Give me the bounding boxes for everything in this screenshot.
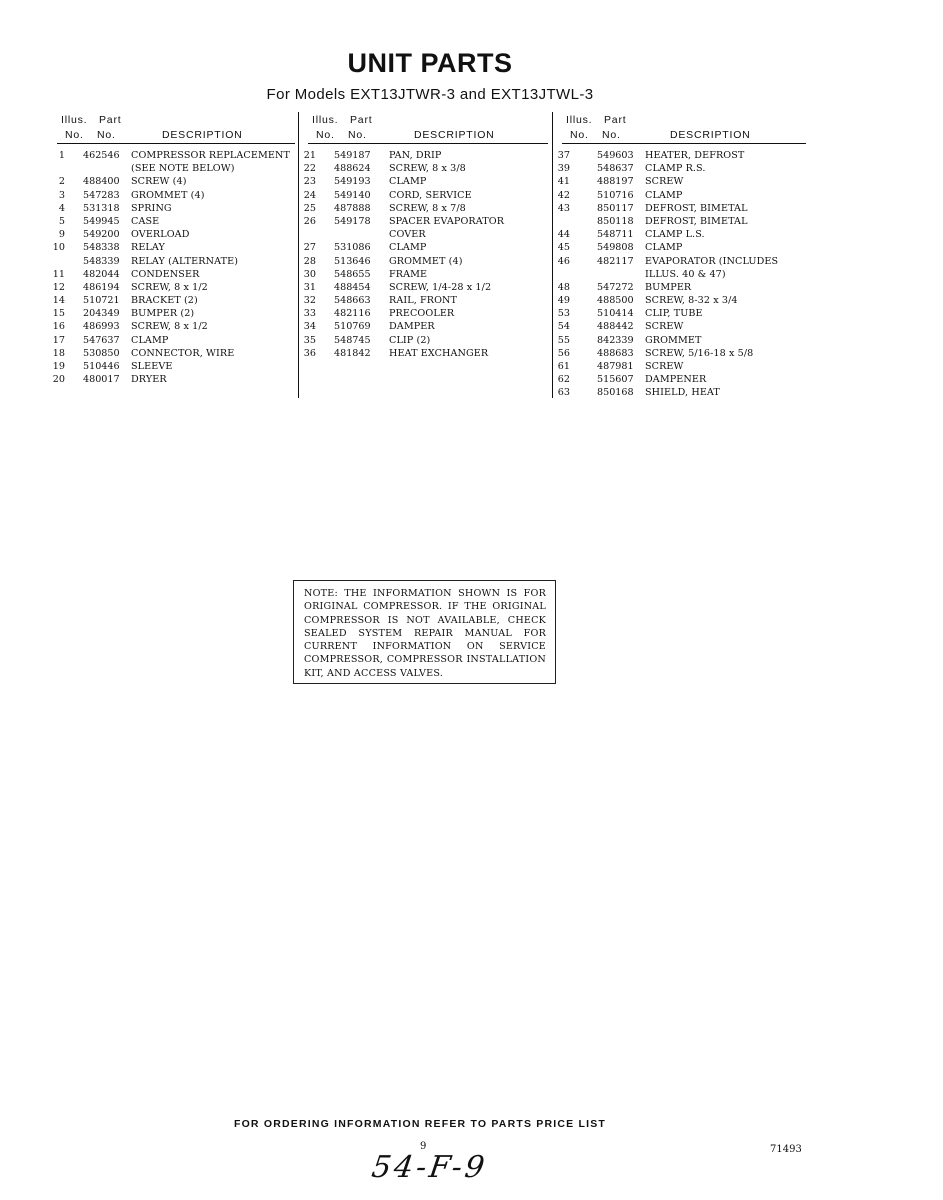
- illus-number: 10: [52, 242, 65, 254]
- part-number: 547637: [83, 334, 120, 346]
- part-number: 510446: [83, 361, 120, 372]
- part-description: GROMMET (4): [389, 255, 463, 267]
- illus-number: 44: [557, 229, 570, 241]
- table-row: [557, 242, 806, 255]
- part-description: CLAMP: [131, 334, 169, 346]
- illus-number: 14: [52, 295, 65, 307]
- column-divider: [298, 112, 299, 398]
- illus-label: Illus.: [61, 114, 88, 126]
- table-row: [557, 202, 806, 216]
- part-number: 482044: [83, 268, 120, 280]
- part-description: HEATER, DEFROST: [645, 150, 745, 161]
- part-description: PAN, DRIP: [389, 150, 442, 161]
- illus-number: 49: [557, 295, 570, 307]
- part-description: SCREW, 8 x 7/8: [389, 202, 466, 214]
- illus-number: 21: [303, 150, 316, 161]
- part-description: EVAPORATOR (INCLUDES: [645, 255, 779, 267]
- illus-number: 11: [52, 268, 65, 280]
- part-no-label: No.: [348, 129, 367, 141]
- part-number: 513646: [334, 255, 371, 267]
- table-row: [57, 216, 295, 229]
- illus-number: 34: [303, 321, 316, 333]
- illus-number: 30: [303, 268, 316, 280]
- part-number: 487888: [334, 202, 371, 214]
- illus-number: 48: [557, 281, 570, 293]
- part-number: 488197: [597, 176, 634, 188]
- illus-number: 42: [557, 189, 570, 201]
- table-row: [303, 321, 548, 334]
- part-description: SCREW, 8-32 x 3/4: [645, 295, 738, 307]
- part-no-label: No.: [602, 129, 621, 141]
- table-row: [557, 255, 806, 269]
- part-number: 548339: [83, 255, 120, 267]
- table-row: [557, 189, 806, 203]
- table-row: [557, 387, 806, 400]
- illus-number: 23: [303, 176, 316, 188]
- part-number: 204349: [83, 308, 120, 320]
- part-description: SCREW, 5/16-18 x 5/8: [645, 347, 754, 359]
- part-description: SCREW: [645, 176, 684, 188]
- part-description: CASE: [131, 215, 160, 227]
- table-row: [303, 255, 548, 269]
- illus-label: Illus.: [566, 114, 593, 126]
- part-description: RELAY (ALTERNATE): [131, 255, 239, 267]
- illus-number: 15: [52, 308, 65, 320]
- part-description: CLAMP: [645, 189, 683, 201]
- document-number: 71493: [770, 1144, 802, 1155]
- page-number: 9: [420, 1141, 427, 1152]
- illus-no-label: No.: [570, 129, 589, 141]
- table-row: [562, 269, 806, 282]
- parts-rows: [303, 150, 548, 361]
- part-number: 548745: [334, 334, 371, 346]
- part-description: HEAT EXCHANGER: [389, 347, 489, 359]
- header-rule: [562, 143, 806, 144]
- part-description: CONDENSER: [131, 268, 200, 280]
- table-row: [52, 295, 295, 308]
- part-number: 488442: [597, 321, 634, 333]
- illus-number: 26: [303, 215, 316, 227]
- illus-number: 2: [58, 176, 65, 188]
- part-description: SLEEVE: [131, 361, 173, 372]
- parts-column-2: [303, 112, 548, 361]
- part-number: 548655: [334, 268, 371, 280]
- part-label: Part: [604, 114, 627, 126]
- part-description: BUMPER (2): [131, 308, 195, 320]
- part-description: DEFROST, BIMETAL: [645, 215, 748, 227]
- table-row: [57, 203, 295, 216]
- part-description: CORD, SERVICE: [389, 189, 472, 201]
- table-row: [57, 150, 295, 163]
- illus-number: 45: [557, 242, 570, 254]
- table-row: [557, 150, 806, 163]
- table-row: [557, 374, 806, 387]
- illus-number: 27: [303, 242, 316, 254]
- part-description: DRYER: [131, 374, 167, 386]
- part-description: DEFROST, BIMETAL: [645, 202, 748, 214]
- part-description: RAIL, FRONT: [389, 295, 458, 307]
- part-description: CLAMP: [645, 242, 683, 254]
- part-number: 850168: [597, 387, 634, 399]
- table-row: [557, 347, 806, 361]
- part-description: SCREW: [645, 321, 684, 333]
- illus-number: 12: [52, 281, 65, 293]
- illus-no-label: No.: [316, 129, 335, 141]
- illus-number: 63: [557, 387, 570, 399]
- part-description: DAMPENER: [645, 374, 707, 386]
- part-no-label: No.: [97, 129, 116, 141]
- illus-number: 33: [303, 308, 316, 320]
- part-number: 547283: [83, 189, 120, 201]
- parts-column-3: [557, 112, 806, 401]
- part-description: CLIP (2): [389, 334, 431, 346]
- part-description: COMPRESSOR REPLACEMENT: [131, 150, 290, 161]
- table-row: [303, 334, 548, 348]
- illus-number: 4: [58, 202, 65, 214]
- table-row: [562, 216, 806, 229]
- illus-number: 24: [303, 189, 316, 201]
- illus-number: 56: [557, 347, 570, 359]
- part-description: SCREW: [645, 361, 684, 372]
- table-row: [557, 308, 806, 321]
- table-row: [52, 374, 295, 387]
- parts-rows: [52, 150, 295, 387]
- illus-number: 35: [303, 334, 316, 346]
- part-number: 549945: [83, 215, 120, 227]
- part-number: 515607: [597, 374, 634, 386]
- part-description: FRAME: [389, 268, 428, 280]
- illus-number: 16: [52, 321, 65, 333]
- parts-column-1: [52, 112, 295, 387]
- part-number: 510414: [597, 308, 634, 320]
- description-label: DESCRIPTION: [670, 129, 751, 141]
- part-number: 530850: [83, 347, 120, 359]
- table-row: [52, 347, 295, 361]
- part-number: 482117: [597, 255, 634, 267]
- part-number: 510721: [83, 295, 120, 307]
- illus-number: 46: [557, 255, 570, 267]
- table-row: [557, 321, 806, 334]
- table-row: [303, 163, 548, 176]
- table-row: [303, 347, 548, 361]
- table-row: [303, 281, 548, 295]
- illus-number: 5: [58, 215, 65, 227]
- part-description: SCREW, 8 x 3/8: [389, 163, 466, 175]
- part-description: CLIP, TUBE: [645, 308, 703, 320]
- part-description: GROMMET (4): [131, 189, 205, 201]
- table-row: [303, 295, 548, 308]
- part-number: 548338: [83, 242, 120, 254]
- header-rule: [57, 143, 295, 144]
- illus-number: 39: [557, 163, 570, 175]
- illus-no-label: No.: [65, 129, 84, 141]
- part-number: 549178: [334, 215, 371, 227]
- table-row: [57, 256, 295, 269]
- part-number: 486993: [83, 321, 120, 333]
- table-row: [308, 229, 548, 242]
- part-description: SCREW, 1/4-28 x 1/2: [389, 281, 492, 293]
- part-number: 547272: [597, 281, 634, 293]
- table-row: [303, 215, 548, 229]
- table-row: [52, 334, 295, 348]
- part-description: OVERLOAD: [131, 229, 190, 241]
- part-description: SCREW, 8 x 1/2: [131, 321, 208, 333]
- illus-number: 62: [557, 374, 570, 386]
- part-number: 510716: [597, 189, 634, 201]
- part-description: SHIELD, HEAT: [645, 387, 720, 399]
- table-row: [57, 190, 295, 203]
- illus-number: 61: [557, 361, 570, 372]
- illus-number: 17: [52, 334, 65, 346]
- part-description: SPACER EVAPORATOR: [389, 215, 505, 227]
- part-number: 531318: [83, 202, 120, 214]
- table-row: [57, 229, 295, 242]
- part-number: 488624: [334, 163, 371, 175]
- part-description: RELAY: [131, 242, 165, 254]
- illus-number: 20: [52, 374, 65, 386]
- illus-number: 1: [58, 150, 65, 161]
- table-row: [52, 321, 295, 334]
- part-number: 488454: [334, 281, 371, 293]
- part-description: SCREW (4): [131, 176, 187, 188]
- part-number: 462546: [83, 150, 120, 161]
- illus-number: 32: [303, 295, 316, 307]
- column-header: [562, 112, 806, 144]
- ordering-footer: FOR ORDERING INFORMATION REFER TO PARTS PRICE LIST: [233, 1118, 607, 1130]
- illus-number: 22: [303, 163, 316, 175]
- table-row: [557, 295, 806, 308]
- part-number: 487981: [597, 361, 634, 372]
- illus-number: 31: [303, 281, 316, 293]
- part-description: GROMMET: [645, 334, 702, 346]
- table-row: [557, 163, 806, 176]
- part-number: 510769: [334, 321, 371, 333]
- table-row: [52, 281, 295, 295]
- part-number: 549808: [597, 242, 634, 254]
- illus-number: 53: [557, 308, 570, 320]
- table-row: [52, 242, 295, 255]
- illus-number: 18: [52, 347, 65, 359]
- table-row: [557, 361, 806, 374]
- part-number: 488400: [83, 176, 120, 188]
- column-header: [57, 112, 295, 144]
- part-label: Part: [350, 114, 373, 126]
- part-number: 549193: [334, 176, 371, 188]
- part-description: CLAMP R.S.: [645, 163, 706, 175]
- part-number: 842339: [597, 334, 634, 346]
- part-number: 549200: [83, 229, 120, 241]
- part-description: CLAMP L.S.: [645, 229, 705, 241]
- table-row: [52, 268, 295, 282]
- part-description: CONNECTOR, WIRE: [131, 347, 235, 359]
- part-label: Part: [99, 114, 122, 126]
- illus-number: 41: [557, 176, 570, 188]
- table-row: [303, 242, 548, 255]
- table-row: [557, 176, 806, 189]
- table-row: [557, 281, 806, 295]
- illus-number: 3: [58, 189, 65, 201]
- part-description: CLAMP: [389, 176, 427, 188]
- part-number: 488500: [597, 295, 634, 307]
- part-number: 486194: [83, 281, 120, 293]
- part-description: SPRING: [131, 202, 172, 214]
- illus-number: 43: [557, 202, 570, 214]
- compressor-note: NOTE: THE INFORMATION SHOWN IS FOR ORIGINAL COMPRESSOR. IF THE ORIGINAL COMPRESSOR IS NOT AVAILABLE, CHECK SEALED SYSTEM REPAIR MANUAL FOR CURRENT INFORMATION ON SERVICE COMPRESSOR, COMPRESSOR INSTALLATION KIT, AND ACCESS VALVES.: [293, 580, 556, 684]
- illus-number: 9: [58, 229, 65, 241]
- header-rule: [308, 143, 548, 144]
- part-description: DAMPER: [389, 321, 435, 333]
- part-number: 531086: [334, 242, 371, 254]
- parts-rows: [557, 150, 806, 401]
- part-number: 549140: [334, 189, 371, 201]
- part-number: 850118: [597, 215, 634, 227]
- table-row: [303, 268, 548, 282]
- handwritten-annotation: 54-F-9: [369, 1150, 490, 1185]
- part-description: ILLUS. 40 & 47): [645, 268, 726, 280]
- part-number: 548663: [334, 295, 371, 307]
- table-row: [303, 202, 548, 216]
- illus-number: 54: [557, 321, 570, 333]
- illus-label: Illus.: [312, 114, 339, 126]
- part-description: BRACKET (2): [131, 295, 198, 307]
- table-row: [57, 176, 295, 189]
- part-number: 850117: [597, 202, 634, 214]
- table-row: [52, 308, 295, 321]
- table-row: [57, 163, 295, 176]
- part-number: 481842: [334, 347, 371, 359]
- illus-number: 37: [557, 150, 570, 161]
- description-label: DESCRIPTION: [414, 129, 495, 141]
- illus-number: 28: [303, 255, 316, 267]
- table-row: [303, 308, 548, 321]
- part-description: COVER: [389, 229, 426, 241]
- table-row: [557, 334, 806, 348]
- description-label: DESCRIPTION: [162, 129, 243, 141]
- illus-number: 55: [557, 334, 570, 346]
- part-number: 480017: [83, 374, 120, 386]
- table-row: [303, 150, 548, 163]
- part-description: CLAMP: [389, 242, 427, 254]
- part-number: 488683: [597, 347, 634, 359]
- table-row: [52, 361, 295, 374]
- models-subtitle: For Models EXT13JTWR-3 and EXT13JTWL-3: [266, 86, 594, 103]
- part-description: PRECOOLER: [389, 308, 455, 320]
- part-description: BUMPER: [645, 281, 692, 293]
- column-header: [308, 112, 548, 144]
- table-row: [557, 229, 806, 242]
- column-divider: [552, 112, 553, 398]
- part-number: 548711: [597, 229, 634, 241]
- table-row: [303, 189, 548, 203]
- part-number: 549187: [334, 150, 371, 161]
- part-description: SCREW, 8 x 1/2: [131, 281, 208, 293]
- part-number: 482116: [334, 308, 371, 320]
- part-number: 548637: [597, 163, 634, 175]
- part-description: (SEE NOTE BELOW): [131, 163, 235, 175]
- part-number: 549603: [597, 150, 634, 161]
- illus-number: 36: [303, 347, 316, 359]
- page-title: UNIT PARTS: [347, 48, 513, 78]
- illus-number: 19: [52, 361, 65, 372]
- table-row: [303, 176, 548, 189]
- illus-number: 25: [303, 202, 316, 214]
